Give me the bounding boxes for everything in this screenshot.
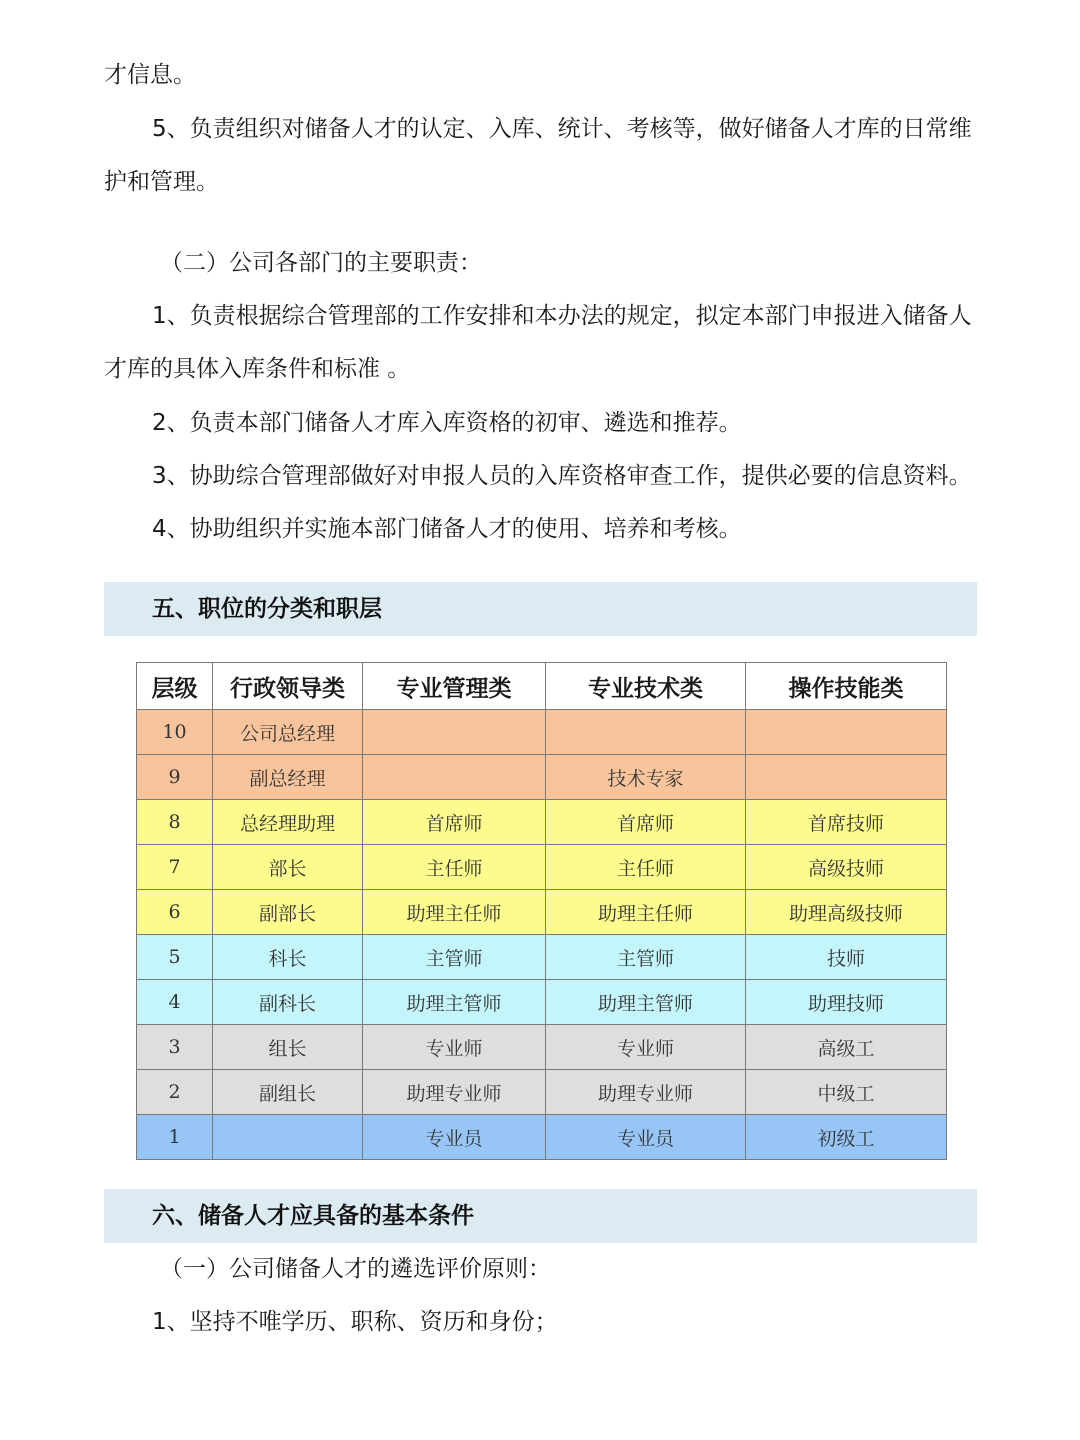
table-cell: 专业员 — [363, 1115, 546, 1160]
paragraph: 4、协助组织并实施本部门储备人才的使用、培养和考核。 — [152, 516, 742, 542]
section-title: 五、职位的分类和职层 — [152, 596, 382, 622]
table-cell: 首席技师 — [746, 800, 947, 845]
table-cell: 初级工 — [746, 1115, 947, 1160]
table-cell — [363, 710, 546, 755]
table-cell: 专业师 — [363, 1025, 546, 1070]
table-cell: 总经理助理 — [213, 800, 363, 845]
paragraph: 1、负责根据综合管理部的工作安排和本办法的规定，拟定本部门申报进入储备人才库的具体入库条件和标准 。 — [104, 303, 972, 382]
level-cell: 4 — [137, 980, 213, 1025]
subsection-heading: （一）公司储备人才的遴选评价原则： — [160, 1256, 551, 1282]
table-row — [137, 800, 947, 845]
table-cell: 公司总经理 — [213, 710, 363, 755]
level-cell: 2 — [137, 1070, 213, 1115]
table-cell: 助理主任师 — [546, 890, 746, 935]
section-title: 六、储备人才应具备的基本条件 — [152, 1203, 474, 1229]
header-cell: 操作技能类 — [746, 663, 947, 710]
table-cell — [746, 710, 947, 755]
table-header-row — [137, 663, 947, 710]
header-cell: 专业管理类 — [363, 663, 546, 710]
table-cell: 高级技师 — [746, 845, 947, 890]
table-cell — [546, 710, 746, 755]
paragraph: 3、协助综合管理部做好对申报人员的入库资格审查工作，提供必要的信息资料。 — [152, 463, 972, 489]
level-cell: 9 — [137, 755, 213, 800]
section-heading-band — [104, 582, 977, 636]
paragraph: 才信息。 — [104, 62, 196, 88]
table-cell: 专业师 — [546, 1025, 746, 1070]
table-cell — [363, 755, 546, 800]
table-cell: 主管师 — [363, 935, 546, 980]
table-row — [137, 935, 947, 980]
header-cell: 专业技术类 — [546, 663, 746, 710]
table-row — [137, 710, 947, 755]
table-cell: 副组长 — [213, 1070, 363, 1115]
header-cell: 行政领导类 — [213, 663, 363, 710]
table-cell: 首席师 — [363, 800, 546, 845]
table-cell: 主任师 — [546, 845, 746, 890]
table-cell: 主管师 — [546, 935, 746, 980]
section-heading-band — [104, 1189, 977, 1243]
table-cell: 技师 — [746, 935, 947, 980]
level-cell: 5 — [137, 935, 213, 980]
table-cell: 高级工 — [746, 1025, 947, 1070]
paragraph: 2、负责本部门储备人才库入库资格的初审、遴选和推荐。 — [152, 410, 742, 436]
level-cell: 1 — [137, 1115, 213, 1160]
table-cell: 助理专业师 — [363, 1070, 546, 1115]
table-cell: 科长 — [213, 935, 363, 980]
header-cell: 层级 — [137, 663, 213, 710]
table-row — [137, 845, 947, 890]
table-cell — [213, 1115, 363, 1160]
level-cell: 7 — [137, 845, 213, 890]
table-row — [137, 1115, 947, 1160]
position-level-table — [136, 662, 947, 1160]
table-cell: 部长 — [213, 845, 363, 890]
table-cell: 副部长 — [213, 890, 363, 935]
table-cell: 专业员 — [546, 1115, 746, 1160]
level-cell: 8 — [137, 800, 213, 845]
table-row — [137, 1025, 947, 1070]
level-cell: 3 — [137, 1025, 213, 1070]
table-cell: 中级工 — [746, 1070, 947, 1115]
table-row — [137, 1070, 947, 1115]
table-cell: 助理主任师 — [363, 890, 546, 935]
table-cell: 副总经理 — [213, 755, 363, 800]
table-row — [137, 755, 947, 800]
level-cell: 6 — [137, 890, 213, 935]
table-cell: 首席师 — [546, 800, 746, 845]
paragraph: 5、负责组织对储备人才的认定、入库、统计、考核等，做好储备人才库的日常维护和管理。 — [104, 116, 972, 195]
paragraph: 1、坚持不唯学历、职称、资历和身份； — [152, 1309, 558, 1335]
table-cell: 助理专业师 — [546, 1070, 746, 1115]
table-cell: 主任师 — [363, 845, 546, 890]
table-cell: 组长 — [213, 1025, 363, 1070]
table-cell — [746, 755, 947, 800]
table-row — [137, 980, 947, 1025]
table-row — [137, 890, 947, 935]
subsection-heading: （二）公司各部门的主要职责： — [160, 250, 482, 276]
level-cell: 10 — [137, 710, 213, 755]
table-cell: 助理技师 — [746, 980, 947, 1025]
table-cell: 助理高级技师 — [746, 890, 947, 935]
table-cell: 副科长 — [213, 980, 363, 1025]
table-cell: 助理主管师 — [363, 980, 546, 1025]
table-cell: 助理主管师 — [546, 980, 746, 1025]
table-cell: 技术专家 — [546, 755, 746, 800]
